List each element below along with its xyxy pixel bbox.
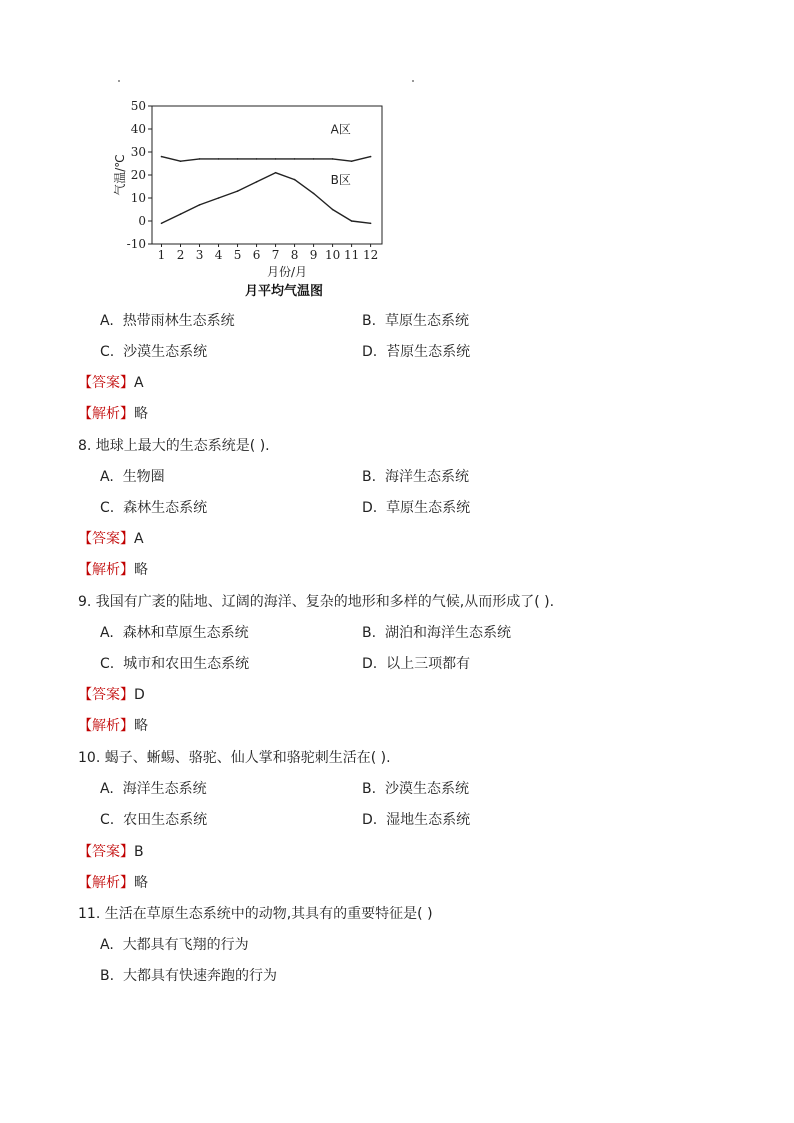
data-point — [218, 197, 220, 199]
scan-dot — [412, 80, 414, 82]
data-point — [332, 209, 334, 211]
x-tick-label: 9 — [309, 248, 318, 262]
series-label-a: A区 — [330, 122, 351, 137]
scan-dot — [118, 80, 120, 82]
x-tick-label: 7 — [271, 248, 280, 262]
q10-option-a: A. 海洋生态系统 — [100, 781, 207, 797]
q8-option-d: D. 草原生态系统 — [362, 500, 471, 516]
q8-analysis: 【解析】略 — [78, 562, 148, 578]
data-point — [237, 190, 239, 192]
y-tick-label: 50 — [130, 99, 146, 113]
data-point — [218, 158, 220, 160]
q7-answer: 【答案】A — [78, 375, 144, 391]
q10-option-c: C. 农田生态系统 — [100, 812, 208, 828]
x-tick-label: 4 — [214, 248, 223, 262]
x-axis-label: 月份/月 — [266, 265, 308, 279]
y-tick-label: 20 — [130, 168, 146, 182]
q10-option-b: B. 沙漠生态系统 — [362, 781, 469, 797]
q9-option-b: B. 湖泊和海洋生态系统 — [362, 625, 511, 641]
q8-stem: 8. 地球上最大的生态系统是( ). — [78, 438, 270, 454]
x-tick-label: 2 — [176, 248, 185, 262]
data-point — [161, 223, 163, 225]
chart-svg — [110, 96, 400, 281]
q11-option-a: A. 大都具有飞翔的行为 — [100, 937, 249, 953]
data-point — [199, 204, 201, 206]
temperature-chart — [110, 96, 400, 301]
data-point — [237, 158, 239, 160]
data-point — [180, 213, 182, 215]
data-point — [351, 220, 353, 222]
data-point — [275, 158, 277, 160]
q9-option-c: C. 城市和农田生态系统 — [100, 656, 250, 672]
x-tick-label: 8 — [290, 248, 299, 262]
series-line-a — [162, 157, 371, 162]
q9-analysis: 【解析】略 — [78, 718, 148, 734]
q10-stem: 10. 蝎子、蜥蜴、骆驼、仙人掌和骆驼刺生活在( ). — [78, 750, 391, 766]
x-tick-label: 1 — [157, 248, 166, 262]
data-point — [180, 160, 182, 162]
data-point — [275, 172, 277, 174]
data-point — [332, 158, 334, 160]
q9-answer: 【答案】D — [78, 687, 145, 703]
q7-option-d: D. 苔原生态系统 — [362, 344, 471, 360]
data-point — [313, 158, 315, 160]
y-tick-label: -10 — [126, 237, 146, 251]
q10-option-d: D. 湿地生态系统 — [362, 812, 471, 828]
data-point — [199, 158, 201, 160]
data-point — [256, 158, 258, 160]
x-tick-label: 3 — [195, 248, 204, 262]
y-tick-label: 40 — [130, 122, 146, 136]
data-point — [351, 160, 353, 162]
y-tick-label: 30 — [130, 145, 146, 159]
data-point — [294, 158, 296, 160]
q8-option-b: B. 海洋生态系统 — [362, 469, 469, 485]
x-tick-label: 12 — [362, 248, 379, 262]
q8-option-a: A. 生物圈 — [100, 469, 165, 485]
data-point — [256, 181, 258, 183]
y-tick-label: 10 — [130, 191, 146, 205]
x-tick-label: 6 — [252, 248, 261, 262]
y-axis-label: 气温/℃ — [113, 154, 127, 196]
q9-option-a: A. 森林和草原生态系统 — [100, 625, 249, 641]
y-tick-label: 0 — [138, 214, 146, 228]
x-tick-label: 5 — [233, 248, 242, 262]
q10-analysis: 【解析】略 — [78, 875, 148, 891]
data-point — [370, 156, 372, 158]
q9-option-d: D. 以上三项都有 — [362, 656, 471, 672]
q7-option-a: A. 热带雨林生态系统 — [100, 313, 235, 329]
q10-answer: 【答案】B — [78, 844, 144, 860]
q11-option-b: B. 大都具有快速奔跑的行为 — [100, 968, 277, 984]
x-tick-label: 11 — [343, 248, 360, 262]
q11-stem: 11. 生活在草原生态系统中的动物,其具有的重要特征是( ) — [78, 906, 433, 922]
q9-stem: 9. 我国有广袤的陆地、辽阔的海洋、复杂的地形和多样的气候,从而形成了( ). — [78, 594, 555, 610]
q7-option-b: B. 草原生态系统 — [362, 313, 469, 329]
data-point — [294, 179, 296, 181]
q7-option-c: C. 沙漠生态系统 — [100, 344, 208, 360]
chart-title: 月平均气温图 — [245, 284, 324, 299]
x-tick-label: 10 — [324, 248, 341, 262]
data-point — [370, 223, 372, 225]
q8-answer: 【答案】A — [78, 531, 144, 547]
q8-option-c: C. 森林生态系统 — [100, 500, 208, 516]
q7-analysis: 【解析】略 — [78, 406, 148, 422]
data-point — [313, 193, 315, 195]
data-point — [161, 156, 163, 158]
series-label-b: B区 — [330, 173, 351, 188]
